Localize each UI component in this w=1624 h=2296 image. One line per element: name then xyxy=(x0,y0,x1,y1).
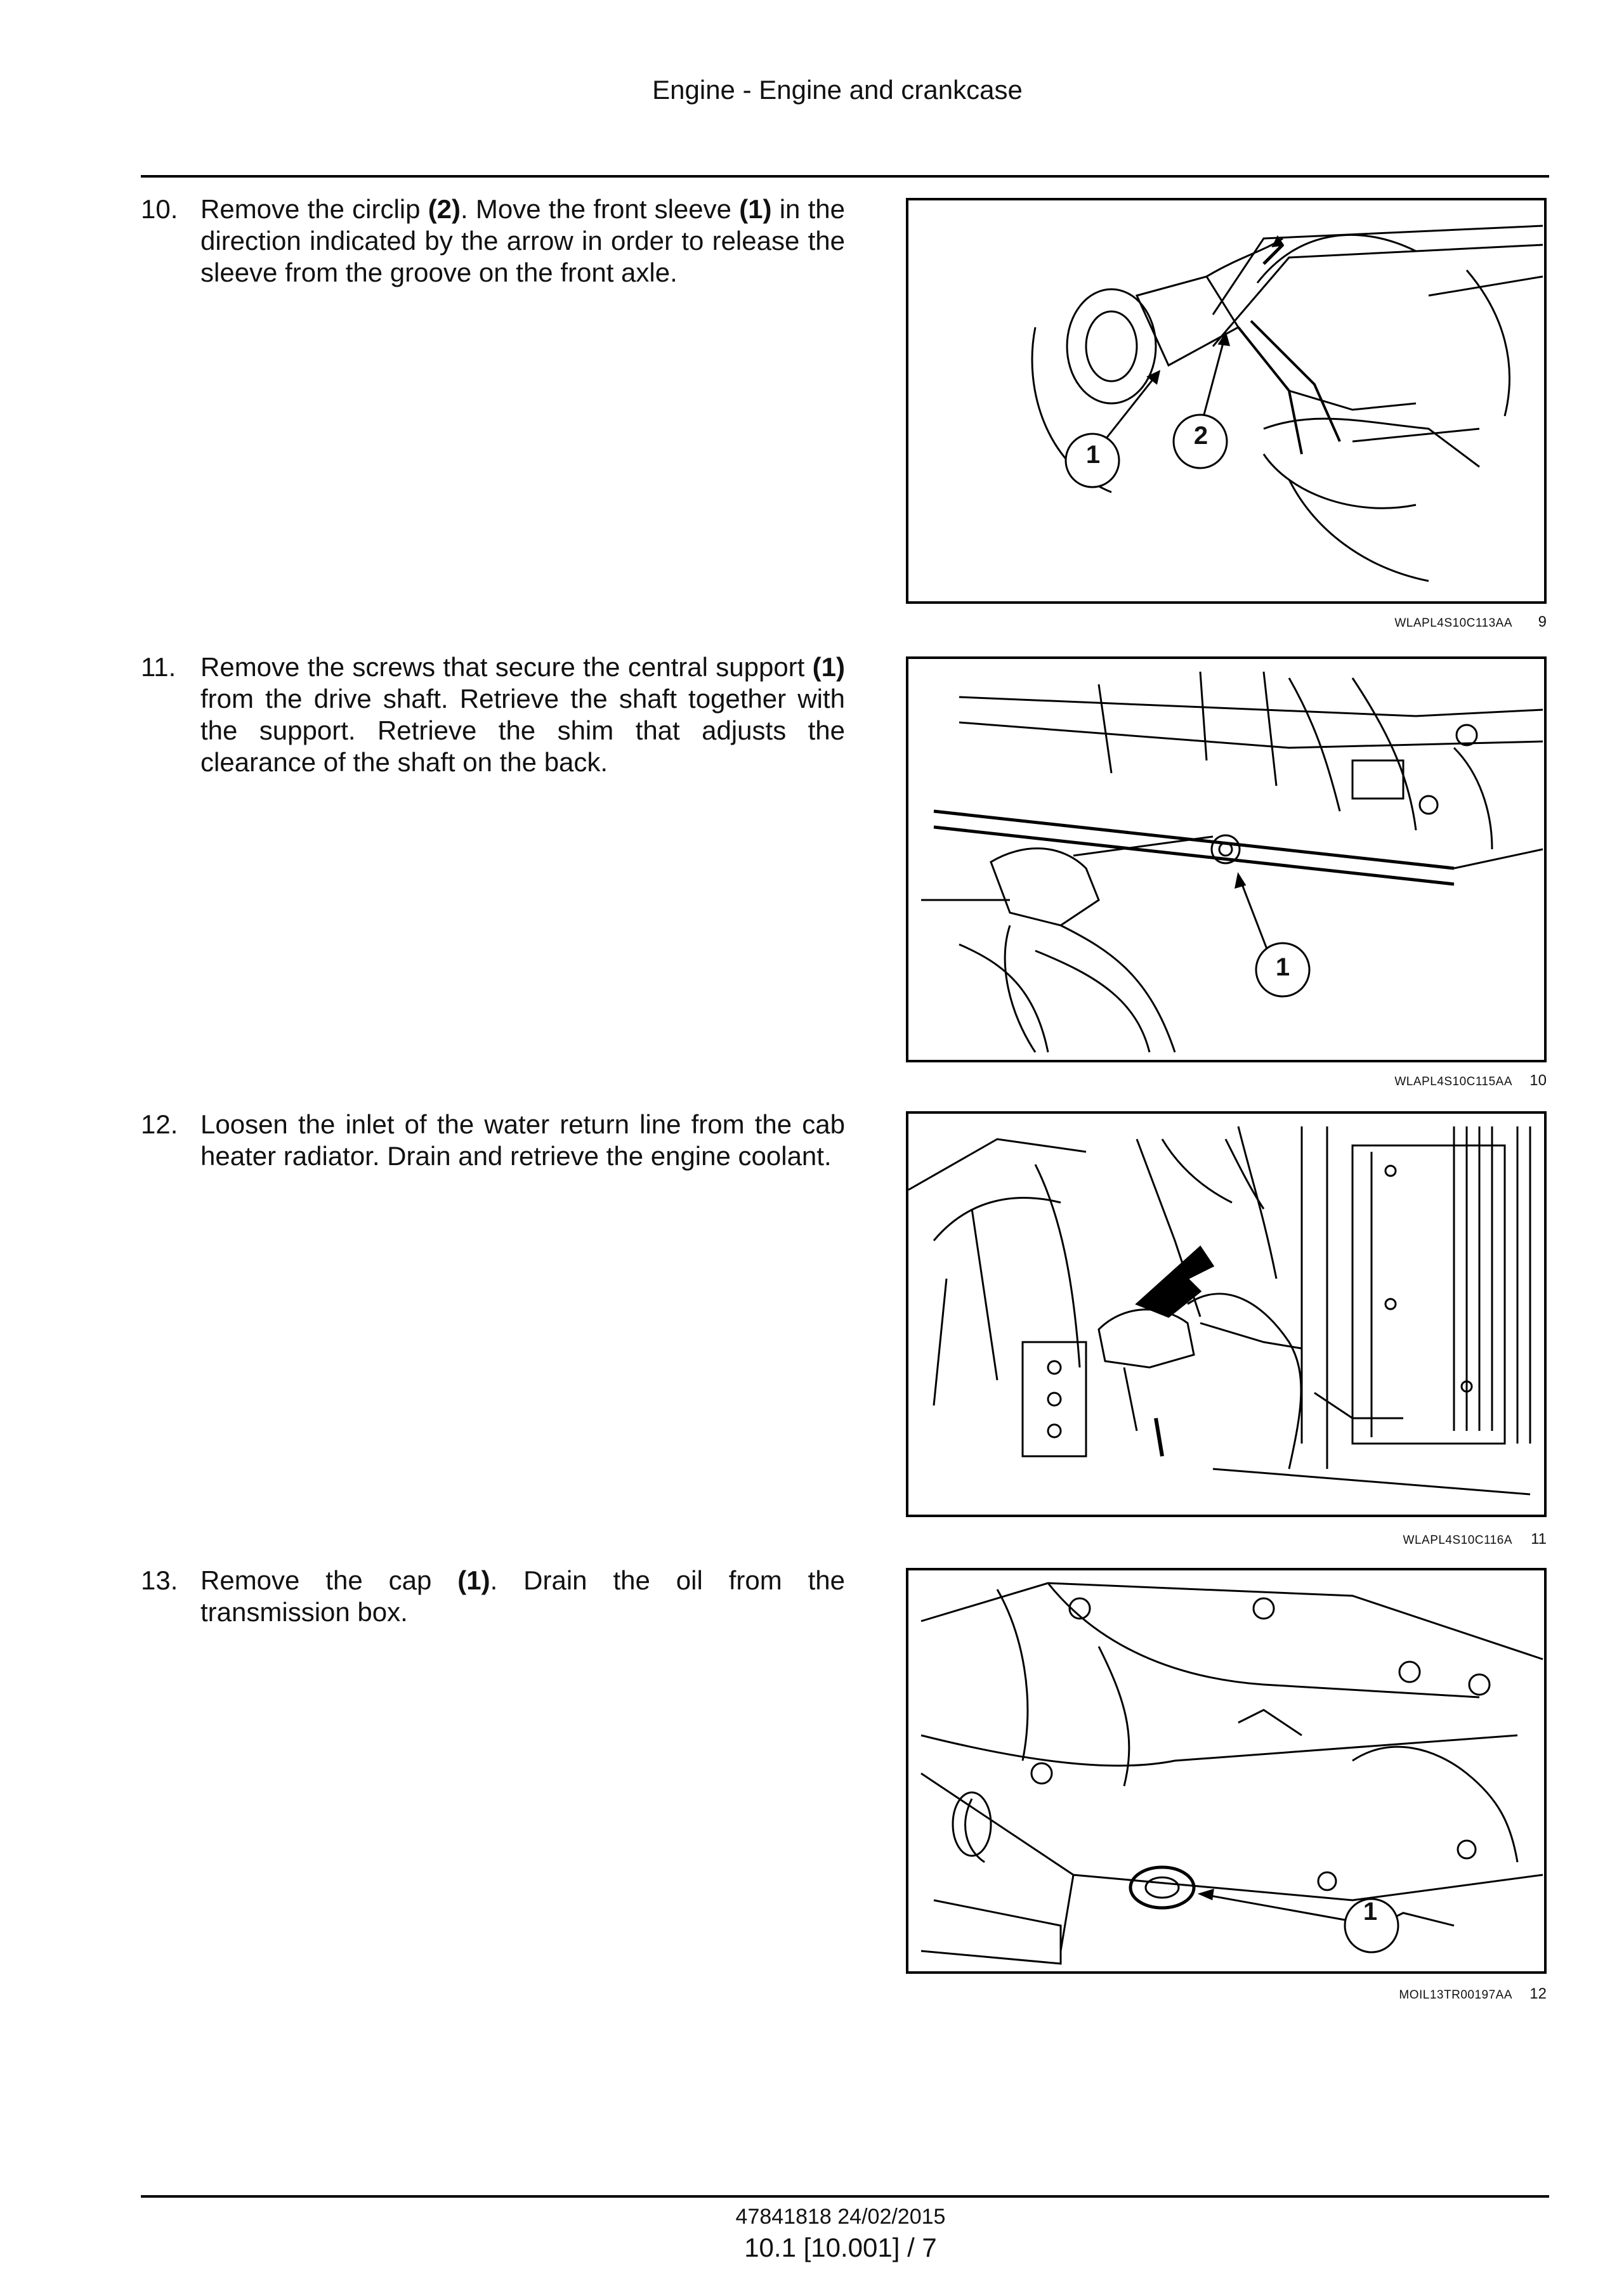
step-number: 11. xyxy=(141,652,176,682)
step-11 xyxy=(141,651,845,778)
step-13 xyxy=(141,1565,845,1628)
callout-ref: (2) xyxy=(428,194,461,224)
step-text xyxy=(200,1565,845,1628)
step-10 xyxy=(141,193,845,289)
figure-number: 10 xyxy=(1529,1072,1547,1089)
callout-ref: (1) xyxy=(457,1565,490,1595)
step-number: 12. xyxy=(141,1109,178,1139)
text-run: Remove the cap xyxy=(200,1565,458,1595)
figure-number: 9 xyxy=(1538,613,1547,630)
step-number: 10. xyxy=(141,194,178,224)
step-text xyxy=(200,651,845,778)
text-run: Remove the circlip xyxy=(200,194,428,224)
footer-document-id: 47841818 24/02/2015 xyxy=(735,2205,946,2229)
figure-9-illustration xyxy=(906,198,1547,604)
figure-12-callout-1: 1 xyxy=(1363,1898,1378,1926)
text-run: . Drain the oil from the transmission box. xyxy=(200,1565,845,1627)
figure-12-illustration xyxy=(906,1568,1547,1974)
figure-code: WLAPL4S10C116A xyxy=(1403,1534,1512,1547)
figure-12-caption xyxy=(906,1985,1547,2003)
text-run: in the direction indicated by the arrow in order to release the sleeve from the groove on the front axle. xyxy=(200,194,845,287)
figure-11-caption xyxy=(906,1530,1547,1548)
step-12 xyxy=(141,1109,845,1172)
text-run: from the drive shaft. Retrieve the shaft together with the support. Retrieve the shim that adjusts the clearance of the shaft on the back. xyxy=(200,684,845,777)
text-run: Loosen the inlet of the water return line from the cab heater radiator. Drain and retrieve the engine coolant. xyxy=(200,1109,845,1171)
figure-10-callout-1: 1 xyxy=(1275,953,1290,981)
callout-ref: (1) xyxy=(812,652,845,682)
figure-code: WLAPL4S10C113AA xyxy=(1394,616,1512,630)
text-run: . Move the front sleeve xyxy=(461,194,740,224)
figure-code: WLAPL4S10C115AA xyxy=(1394,1075,1512,1088)
figure-9-callout-1: 1 xyxy=(1085,441,1101,469)
figure-10-caption xyxy=(906,1072,1547,1090)
figure-9-caption xyxy=(906,613,1547,631)
figure-10-illustration xyxy=(906,656,1547,1062)
figure-9-callout-2: 2 xyxy=(1193,422,1208,450)
footer-divider xyxy=(141,2195,1549,2198)
callout-ref: (1) xyxy=(739,194,772,224)
figure-number: 11 xyxy=(1531,1530,1547,1548)
figure-11-illustration xyxy=(906,1111,1547,1517)
figure-code: MOIL13TR00197AA xyxy=(1399,1988,1512,2002)
page-header-title: Engine - Engine and crankcase xyxy=(652,75,1023,105)
header-divider xyxy=(141,175,1549,178)
figure-number: 12 xyxy=(1529,1985,1547,2002)
step-number: 13. xyxy=(141,1565,178,1595)
footer-page-reference: 10.1 [10.001] / 7 xyxy=(744,2233,937,2262)
step-text xyxy=(200,193,845,289)
text-run: Remove the screws that secure the central support xyxy=(200,652,813,682)
step-text xyxy=(200,1109,845,1172)
